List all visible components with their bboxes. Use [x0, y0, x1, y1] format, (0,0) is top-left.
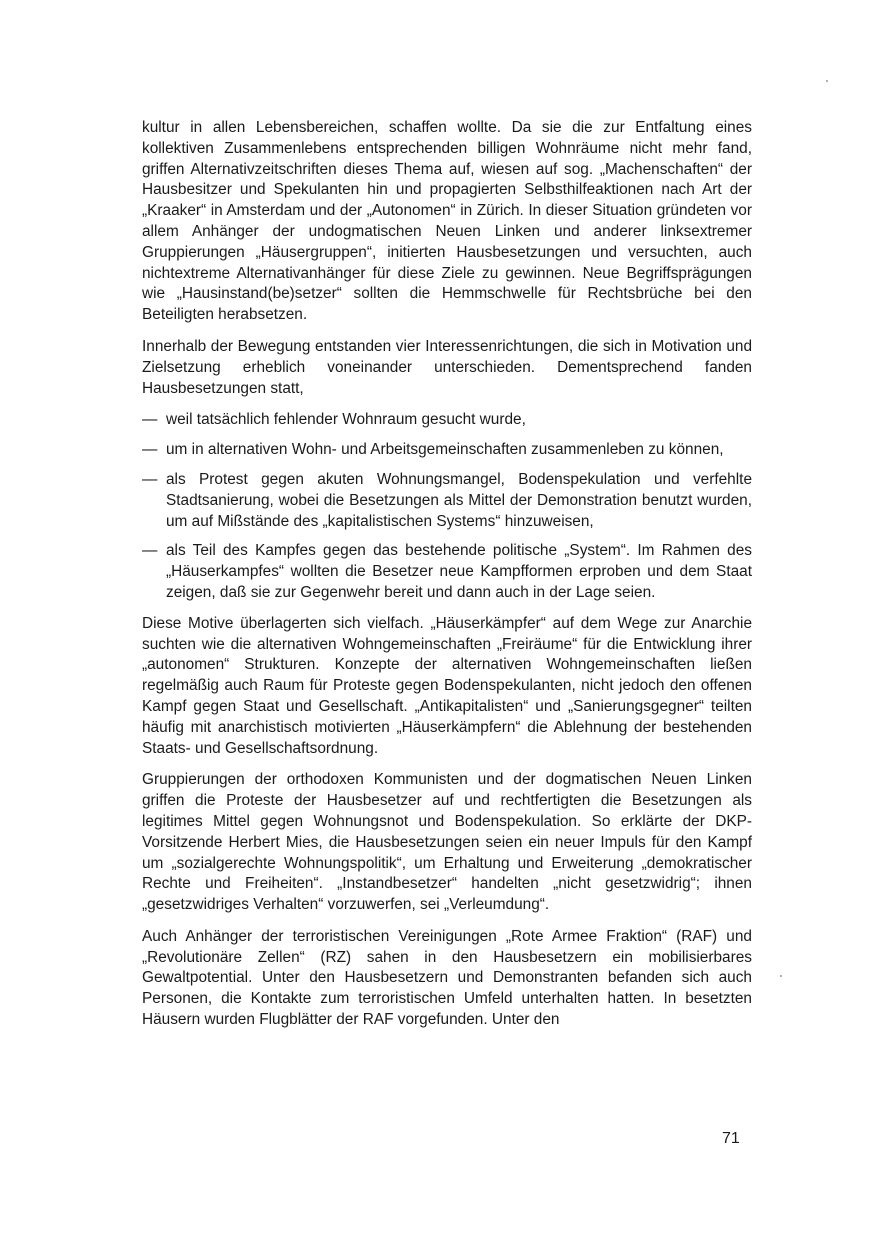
scan-speck — [826, 80, 828, 82]
paragraph: Gruppierungen der orthodoxen Kommunisten und der dogmatischen Neuen Linken griffen die Proteste der Hausbesetzer auf und rechtfertigten die Besetzungen als legitimes Mittel gegen Wohnungsnot und Bodenspekulation. So erklärte der DKP-Vorsitzende Herbert Mies, die Hausbesetzungen seien ein neuer Impuls für den Kampf um „sozialgerechte Wohnungspolitik“, um Erhaltung und Erweiterung „demokratischer Rechte und Freiheiten“. „Instandbesetzer“ handelten „nicht gesetzwidrig“; ihnen „gesetzwidriges Verhalten“ vorzuwerfen, sei „Verleumdung“. — [142, 771, 752, 914]
paragraph: kultur in allen Lebensbereichen, schaffen wollte. Da sie die zur Entfaltung eines kollektiven Zusammenlebens entsprechenden billigen Wohnräume nicht mehr fand, griffen Alternativzeitschriften dieses Thema auf, wiesen auf sog. „Machenschaften“ der Hausbesitzer und Spekulanten hin und propagierten Selbsthilfeaktionen nach Art der „Kraaker“ in Amsterdam und der „Autonomen“ in Zürich. In dieser Situation gründeten vor allem Anhänger der undogmatischen Neuen Linken und anderer linksextremer Gruppierungen „Häusergruppen“, initierten Hausbesetzungen und versuchten, auch nichtextreme Alternativanhänger für diese Ziele zu gewinnen. Neue Begriffsprägungen wie „Hausinstand(be)setzer“ sollten die Hemmschwelle für Rechtsbrüche bei den Beteiligten herabsetzen. — [142, 119, 752, 324]
list-item: — als Teil des Kampfes gegen das bestehende politische „System“. Im Rahmen des „Häuserkampfes“ wollten die Besetzer neue Kampfformen erproben und dem Staat zeigen, daß sie zur Gegenwehr bereit und dann auch in der Lage seien. — [142, 541, 752, 603]
list-item: — weil tatsächlich fehlender Wohnraum gesucht wurde, — [142, 410, 752, 431]
scan-speck — [780, 975, 782, 977]
list-item: — als Protest gegen akuten Wohnungsmangel, Bodenspekulation und verfehlte Stadtsanierung, wobei die Besetzungen als Mittel der Demonstration benutzt wurden, um auf Mißstände des „kapitalistischen Systems“ hinzuweisen, — [142, 470, 752, 532]
motive-list — [142, 410, 752, 603]
paragraph: Auch Anhänger der terroristischen Vereinigungen „Rote Armee Fraktion“ (RAF) und „Revolutionäre Zellen“ (RZ) sahen in den Hausbesetzern ein mobilisierbares Gewaltpotential. Unter den Hausbesetzern und Demonstranten befanden sich auch Personen, die Kontakte zum terroristischen Umfeld unterhalten hatten. In besetzten Häusern wurden Flugblätter der RAF vorgefunden. Unter den — [142, 927, 752, 1029]
list-item: — um in alternativen Wohn- und Arbeitsgemeinschaften zusammenleben zu können, — [142, 440, 752, 461]
page-number: 71 — [722, 1130, 740, 1147]
body-text — [142, 118, 752, 1042]
paragraph: Innerhalb der Bewegung entstanden vier Interessenrichtungen, die sich in Motivation und Zielsetzung erheblich voneinander unterschieden. Dementsprechend fanden Hausbesetzungen statt, — [142, 337, 752, 397]
paragraph: Diese Motive überlagerten sich vielfach. „Häuserkämpfer“ auf dem Wege zur Anarchie suchten wie die alternativen Wohngemeinschaften „Freiräume“ für die Entwicklung ihrer „autonomen“ Strukturen. Konzepte der alternativen Wohngemeinschaften ließen regelmäßig auch Raum für Proteste gegen Bodenspekulanten, nicht jedoch den offenen Kampf gegen Staat und Gesellschaft. „Antikapitalisten“ und „Sanierungsgegner“ teilten häufig mit anarchistisch motivierten „Häuserkämpfern“ die Ablehnung der bestehenden Staats- und Gesellschaftsordnung. — [142, 614, 752, 757]
